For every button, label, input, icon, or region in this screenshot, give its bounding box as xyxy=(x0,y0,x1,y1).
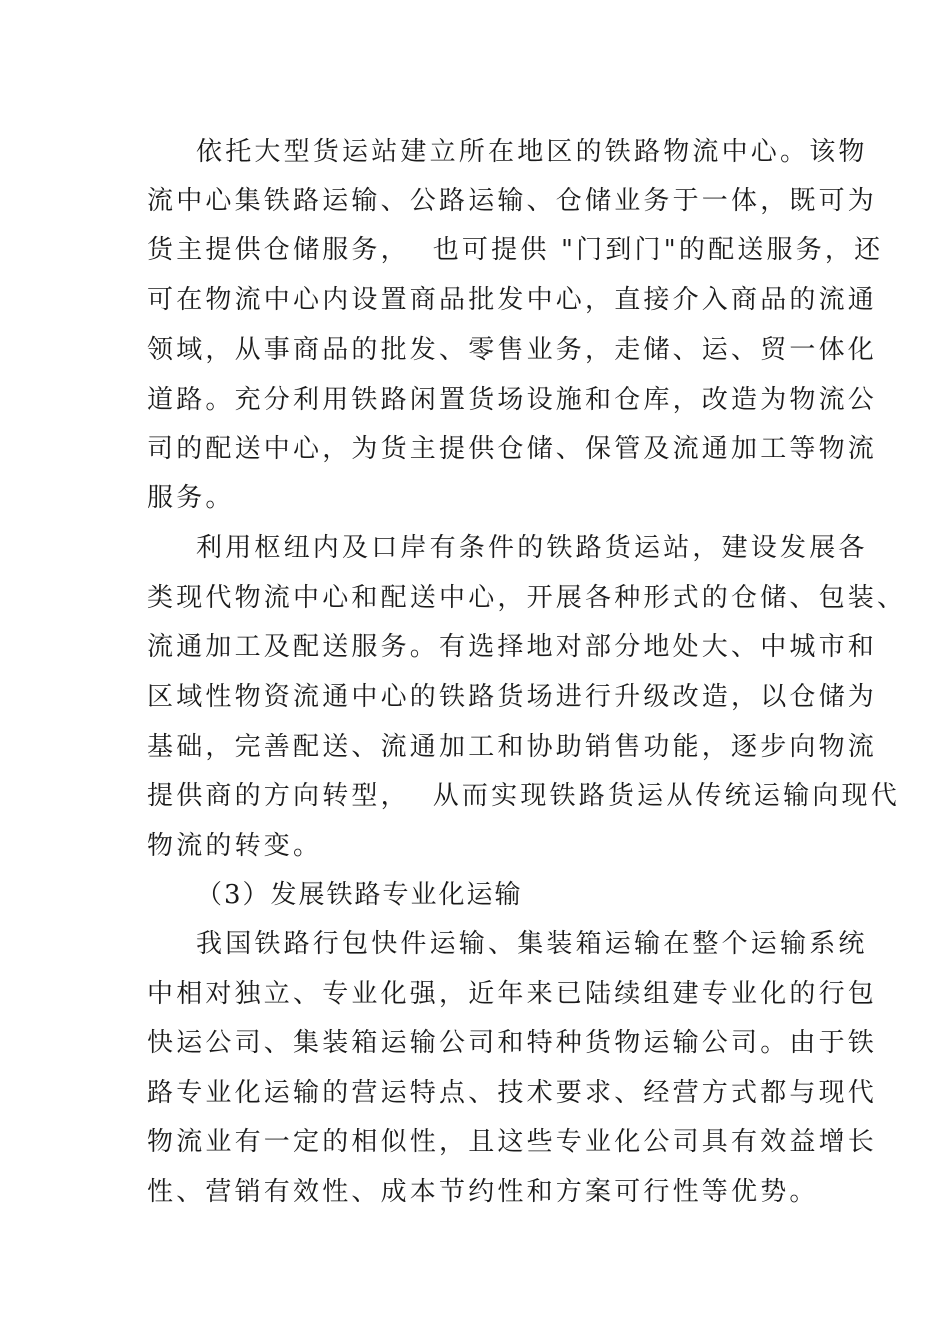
paragraph-2-line-2: 类现代物流中心和配送中心，开展各种形式的仓储、包装、 xyxy=(147,583,907,613)
paragraph-2-line-7: 物流的转变。 xyxy=(147,831,323,861)
paragraph-2-line-6: 提供商的方向转型， 从而实现铁路货运从传统运输向现代 xyxy=(147,781,900,811)
paragraph-2-line-3: 流通加工及配送服务。有选择地对部分地处大、中城市和 xyxy=(147,632,878,662)
paragraph-1-line-1: 依托大型货运站建立所在地区的铁路物流中心。该物 xyxy=(196,137,868,167)
paragraph-1-line-6: 道路。充分利用铁路闲置货场设施和仓库，改造为物流公 xyxy=(147,385,878,415)
section-heading: （3）发展铁路专业化运输 xyxy=(196,880,523,910)
paragraph-1-line-5: 领域，从事商品的批发、零售业务，走储、运、贸一体化 xyxy=(147,335,878,365)
paragraph-1-line-8: 服务。 xyxy=(147,483,235,513)
paragraph-3-line-3: 快运公司、集装箱运输公司和特种货物运输公司。由于铁 xyxy=(147,1028,878,1058)
paragraph-2-line-1: 利用枢纽内及口岸有条件的铁路货运站，建设发展各 xyxy=(196,533,868,563)
paragraph-1-line-4: 可在物流中心内设置商品批发中心，直接介入商品的流通 xyxy=(147,285,878,315)
paragraph-1-line-3: 货主提供仓储服务， 也可提供 "门到门"的配送服务，还 xyxy=(147,235,884,265)
paragraph-2-line-4: 区域性物资流通中心的铁路货场进行升级改造，以仓储为 xyxy=(147,682,878,712)
paragraph-1-line-2: 流中心集铁路运输、公路运输、仓储业务于一体，既可为 xyxy=(147,186,878,216)
paragraph-3-line-2: 中相对独立、专业化强，近年来已陆续组建专业化的行包 xyxy=(147,979,878,1009)
paragraph-3-line-4: 路专业化运输的营运特点、技术要求、经营方式都与现代 xyxy=(147,1078,878,1108)
paragraph-3-line-6: 性、营销有效性、成本节约性和方案可行性等优势。 xyxy=(147,1177,819,1207)
paragraph-2-line-5: 基础，完善配送、流通加工和协助销售功能，逐步向物流 xyxy=(147,732,878,762)
paragraph-3-line-5: 物流业有一定的相似性，且这些专业化公司具有效益增长 xyxy=(147,1127,878,1157)
paragraph-1-line-7: 司的配送中心，为货主提供仓储、保管及流通加工等物流 xyxy=(147,434,878,464)
paragraph-3-line-1: 我国铁路行包快件运输、集装箱运输在整个运输系统 xyxy=(196,929,868,959)
